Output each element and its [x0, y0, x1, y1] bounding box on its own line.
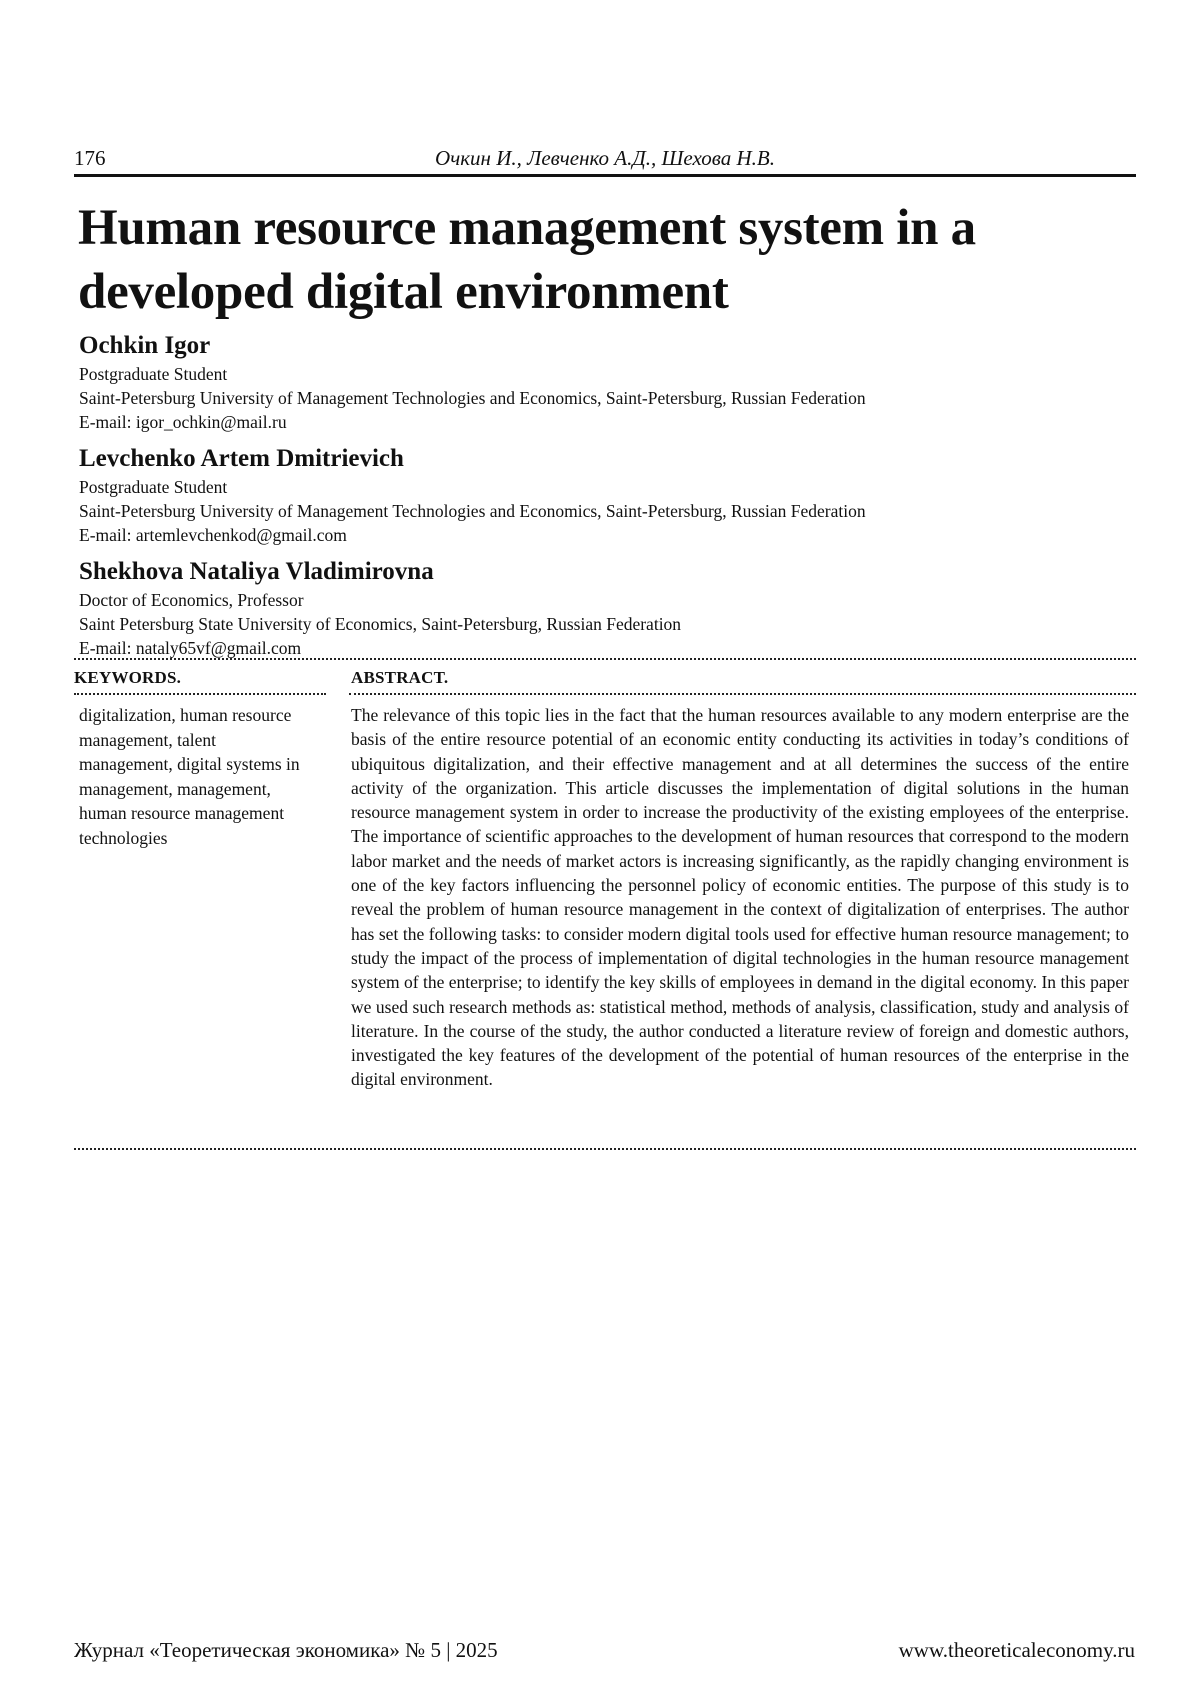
keywords-text: digitalization, human resource management, talent management, digital systems in management, management, human resource management technologies: [79, 705, 300, 848]
footer-journal: Журнал «Теоретическая экономика» № 5 | 2025: [74, 1638, 498, 1662]
abstract-dotted-divider: [349, 693, 1136, 695]
abstract-label: ABSTRACT.: [351, 668, 449, 687]
author-position: Postgraduate Student: [79, 364, 228, 384]
running-header: [74, 140, 1136, 177]
author-affiliation: Saint-Petersburg University of Management Technologies and Economics, Saint-Petersburg, Russian Federation: [79, 388, 866, 408]
keywords-label: KEYWORDS.: [74, 668, 182, 687]
running-head-authors: Очкин И., Левченко А.Д., Шехова Н.В.: [435, 146, 775, 170]
footer-website-link[interactable]: www.theoreticaleconomy.ru: [898, 1638, 1135, 1662]
bottom-dotted-divider: [74, 1148, 1136, 1150]
author-email[interactable]: E-mail: nataly65vf@gmail.com: [79, 638, 302, 658]
keywords-dotted-divider: [74, 693, 326, 695]
author-email[interactable]: E-mail: artemlevchenkod@gmail.com: [79, 525, 347, 545]
author-email[interactable]: E-mail: igor_ochkin@mail.ru: [79, 412, 287, 432]
abstract-text: The relevance of this topic lies in the fact that the human resources available to any modern enterprise are the basis of the entire resource potential of an economic entity conducting its activities in today’s conditions of ubiquitous digitalization, and their effective management and at all determines the success of the entire activity of the organization. This article discusses the implementation of digital solutions in the human resource management system in order to increase the productivity of the existing employees of the enterprise. The importance of scientific approaches to the development of human resources that correspond to the modern labor market and the needs of market actors is increasing significantly, as the rapidly changing environment is one of the key factors influencing the personnel policy of economic entities. The purpose of this study is to reveal the problem of human resource management in the context of digitalization of enterprises. The author has set the following tasks: to consider modern digital tools used for effective human resource management; to study the impact of the process of implementation of digital technologies in the human resource management system of the enterprise; to identify the key skills of employees in demand in the digital economy. In this paper we used such research methods as: statistical method, methods of analysis, classification, study and analysis of literature. In the course of the study, the author conducted a literature review of foreign and domestic authors, investigated the key features of the development of the potential of human resources of the enterprise in the digital environment.: [351, 705, 1129, 1090]
author-block: [79, 330, 1129, 434]
top-dotted-divider: [74, 658, 1136, 660]
author-position: Postgraduate Student: [79, 477, 228, 497]
article-title: Human resource management system in a developed digital environment: [78, 200, 976, 320]
author-name: Shekhova Nataliya Vladimirovna: [79, 558, 434, 585]
author-affiliation: Saint Petersburg State University of Economics, Saint-Petersburg, Russian Federation: [79, 614, 682, 634]
author-list: [79, 330, 1129, 669]
author-name: Ochkin Igor: [79, 332, 211, 359]
author-affiliation: Saint-Petersburg University of Management Technologies and Economics, Saint-Petersburg, Russian Federation: [79, 501, 866, 521]
author-block: [79, 556, 1129, 660]
author-name: Levchenko Artem Dmitrievich: [79, 445, 404, 472]
author-position: Doctor of Economics, Professor: [79, 590, 304, 610]
page-number: 176: [74, 146, 106, 170]
author-block: [79, 443, 1129, 547]
